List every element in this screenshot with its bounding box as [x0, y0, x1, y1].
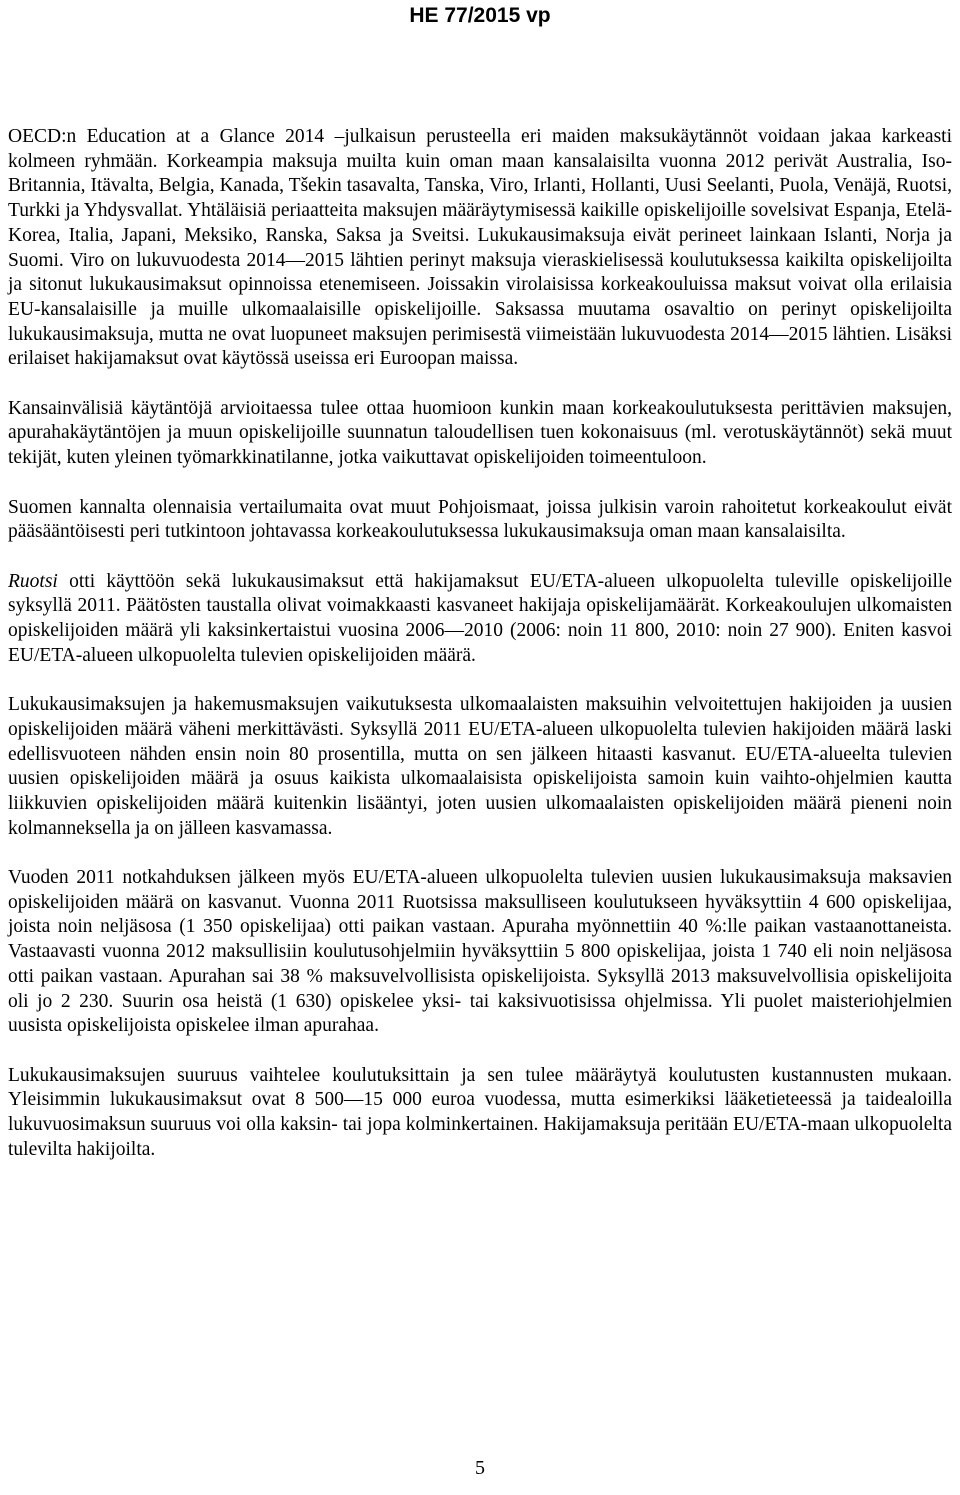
paragraph-fee-effects: [8, 693, 952, 841]
paragraph-text: Kansainvälisiä käytäntöjä arvioitaessa tulee ottaa huomioon kunkin maan korkeakoulutuksesta perittävien maksujen, apurahakäytäntöjen ja muun opiskelijoille suunnatun taloudellisen tuen kokonaisuus (ml. verotuskäytännöt) sekä muut tekijät, kuten yleinen työmarkkinatilanne, jotka vaikuttavat opiskelijoiden toimeentuloon.: [8, 397, 952, 469]
document-header: HE 77/2015 vp: [409, 4, 551, 27]
paragraph-international-comparison: [8, 397, 952, 471]
paragraph-nordic-comparison: [8, 496, 952, 545]
page-number: 5: [475, 1457, 485, 1479]
paragraph-student-numbers: [8, 866, 952, 1039]
paragraph-text: Lukukausimaksujen ja hakemusmaksujen vaikutuksesta ulkomaalaisten maksuihin velvoitettujen hakijoiden ja uusien opiskelijoiden määrä väheni merkittävästi. Syksyllä 2011 EU/ETA-alueen ulkopuolelta tulevien hakijoiden määrä laski edellisvuoteen nähden ensin noin 80 prosentilla, mutta on sen jälkeen hitaasti kasvanut. EU/ETA-alueelta tulevien uusien opiskelijoiden määrä ja osuus kaikista ulkomaalaisista opiskelijoista samoin kuin vaihto-ohjelmien kautta liikkuvien opiskelijoiden määrä kuitenkin lisääntyi, joten uusien ulkomaalaisten opiskelijoiden määrä pieneni noin kolmanneksella ja on jälleen kasvamassa.: [8, 694, 952, 839]
paragraph-text: Lukukausimaksujen suuruus vaihtelee koulutuksittain ja sen tulee määräytyä koulutusten kustannusten mukaan. Yleisimmin lukukausimaksut ovat 8 500—15 000 euroa vuodessa, mutta esimerkiksi lääketieteessä ja taidealoilla lukuvuosimaksun suuruus voi olla kaksin- tai jopa kolminkertainen. Hakijamaksuja peritään EU/ETA-maan ulkopuolelta tulevilta hakijoilta.: [8, 1064, 952, 1160]
paragraph-lead-country: Ruotsi: [8, 570, 58, 592]
paragraph-sweden-intro: [8, 570, 952, 669]
paragraph-text: OECD:n Education at a Glance 2014 –julkaisun perusteella eri maiden maksukäytännöt voidaan jakaa karkeasti kolmeen ryhmään. Korkeampia maksuja muilta kuin oman maan kansalaisilta vuonna 2012 perivät Australia, Iso-Britannia, Itävalta, Belgia, Kanada, Tšekin tasavalta, Tanska, Viro, Irlanti, Hollanti, Uusi Seelanti, Puola, Venäjä, Ruotsi, Turkki ja Yhdysvallat. Yhtäläisiä periaatteita maksujen määräytymisessä kaikille opiskelijoille sovelsivat Espanja, Etelä-Korea, Italia, Japani, Meksiko, Ranska, Saksa ja Sveitsi. Lukukausimaksuja eivät perineet lainkaan Islanti, Norja ja Suomi. Viro on lukuvuodesta 2014—2015 lähtien perinyt maksuja vieraskielisessä koulutuksessa kaikilta opiskelijoilta ja sitonut lukukausimaksut opinnoissa etenemiseen. Joissakin virolaisissa korkeakouluissa maksut voivat olla erilaisia EU-kansalaisille ja muille ulkomaalaisille opiskelijoille. Saksassa muutama osavaltio on perinyt opiskelijoilta lukukausimaksuja, mutta ne ovat luopuneet maksujen perimisestä viimeistään lukuvuodesta 2014—2015 lähtien. Lisäksi erilaiset hakijamaksut ovat käytössä useissa eri Euroopan maissa.: [8, 126, 952, 370]
document-body: [8, 125, 952, 1162]
paragraph-text: otti käyttöön sekä lukukausimaksut että hakijamaksut EU/ETA-alueen ulkopuolelta tuleville opiskelijoille syksyllä 2011. Päätösten taustalla olivat voimakkaasti kasvaneet hakijaja opiskelijamäärät. Korkeakoulujen ulkomaisten opiskelijoiden määrä yli kaksinkertaistui vuosina 2006—2010 (2006: noin 11 800, 2010: noin 27 900). Eniten kasvoi EU/ETA-alueen ulkopuolelta tulevien opiskelijoiden määrä.: [8, 570, 952, 666]
paragraph-payment-practices: [8, 125, 952, 372]
paragraph-text: Suomen kannalta olennaisia vertailumaita ovat muut Pohjoismaat, joissa julkisin varoin rahoitetut korkeakoulut eivät pääsääntöisesti peri tutkintoon johtavassa korkeakoulutuksessa lukukausimaksuja oman maan kansalaisilta.: [8, 496, 952, 543]
paragraph-text: Vuoden 2011 notkahduksen jälkeen myös EU/ETA-alueen ulkopuolelta tulevien uusien lukukausimaksuja maksavien opiskelijoiden määrä on kasvanut. Vuonna 2011 Ruotsissa maksulliseen koulutukseen hyväksyttiin 4 600 opiskelijaa, joista noin neljäsosa (1 350 opiskelijaa) otti paikan vastaan. Apuraha myönnettiin 40 %:lle paikan vastaanottaneista. Vastaavasti vuonna 2012 maksullisiin koulutusohjelmiin hyväksyttiin 5 800 opiskelijaa, joista 1 740 eli noin neljäsosa otti paikan vastaan. Apurahan sai 38 % maksuvelvollisista opiskelijoista. Syksyllä 2013 maksuvelvollisia opiskelijoita oli jo 2 230. Suurin osa heistä (1 630) opiskelee yksi- tai kaksivuotisissa ohjelmissa. Yli puolet maisteriohjelmien uusista opiskelijoista opiskelee ilman apurahaa.: [8, 867, 952, 1037]
paragraph-fee-amounts: [8, 1064, 952, 1163]
